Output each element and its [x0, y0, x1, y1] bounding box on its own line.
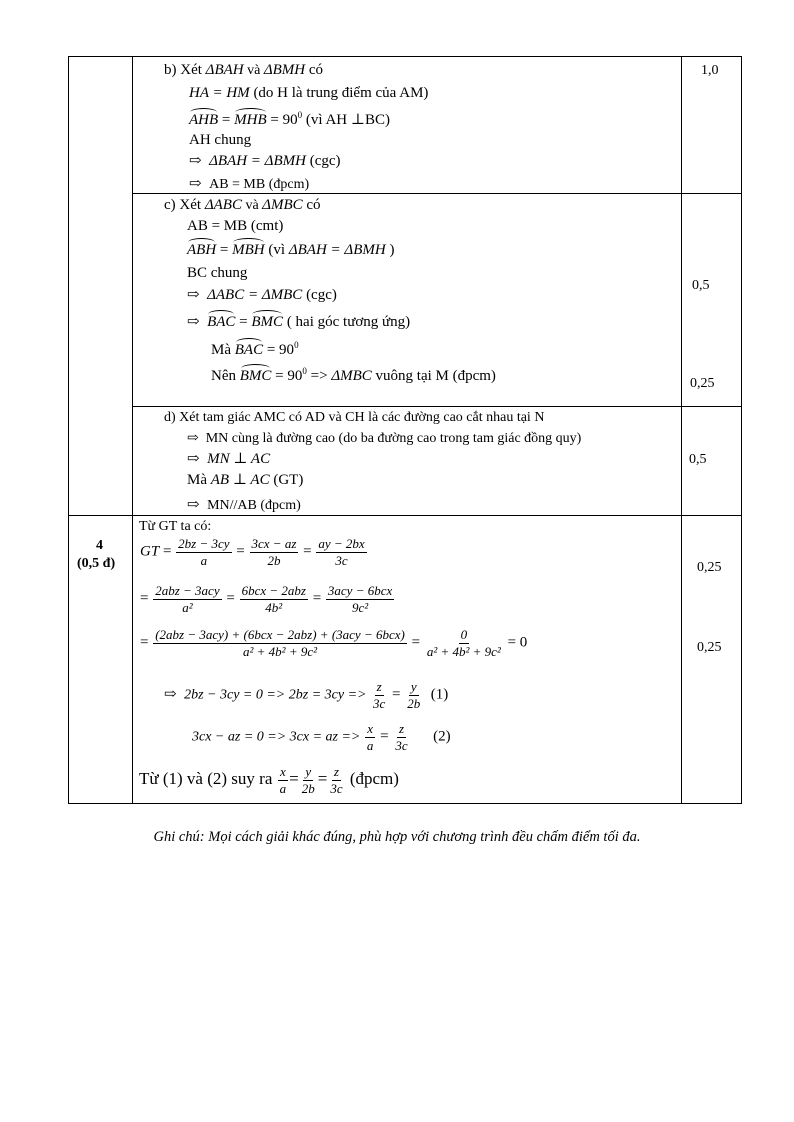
part-b-line-4: AH chung	[189, 132, 252, 148]
fraction: $\frac{y}{2b}$	[407, 679, 421, 711]
footer-note: Ghi chú: Mọi cách giải khác đúng, phù hợp với chương trình đều chấm điểm tối đa.	[153, 829, 641, 845]
table-border-right	[741, 56, 742, 804]
table-border-left	[68, 56, 69, 804]
part-d-score: 0,5	[689, 452, 707, 467]
part-c-line-6: ⇨ BAC = BMC ( hai góc tương ứng)	[187, 314, 411, 330]
part-b-line-6: ⇨ AB = MB (đpcm)	[189, 176, 310, 192]
q4-conclusion: Từ (1) và (2) suy ra $\frac{x}{a}$ = $\frac{y}{2b}$ = $\frac{z}{3c}$ (đpcm)	[139, 764, 399, 796]
fraction: $\frac{ay - 2bx}{3c}$	[318, 536, 365, 568]
q4-intro: Từ GT ta có:	[139, 519, 212, 534]
part-d-line-3: ⇨ MN ⊥ AC	[187, 451, 271, 467]
part-c-line-4: BC chung	[187, 265, 248, 281]
fraction: $\frac{z}{3c}$	[395, 721, 408, 753]
row-divider-q4	[68, 515, 742, 516]
q4-points: (0,5 đ)	[77, 556, 116, 571]
fraction: $\frac{\text{(2abz − 3acy) + (6bcx − 2abz) + (3acy − 6bcx)}}{\text{a² + 4b² + 9c²}}$	[155, 627, 405, 659]
part-c-line-2: AB = MB (cmt)	[187, 218, 284, 234]
fraction: $\frac{y}{2b}$	[301, 764, 315, 796]
row-divider-cd	[132, 406, 742, 407]
part-c-line-8: Nên BMC = $90^0 => \Delta MBC$ vuông tại M (đpcm)	[211, 366, 496, 384]
part-c-line-7: Mà BAC = $90^0$	[211, 340, 299, 358]
fraction: $\frac{\text{6bcx − 2abz}}{\text{4b²}}$	[241, 583, 306, 615]
table-border-bottom	[68, 803, 742, 804]
fraction: $\frac{x}{a}$	[366, 721, 374, 753]
part-b-line-3: AHB = MHB = $90^0$ (vì AH ⊥BC)	[189, 110, 390, 128]
table-border-top	[68, 56, 742, 57]
q4-line-expanded: = $\frac{\text{2abz − 3acy}}{\text{a²}}$ = $\frac{\text{6bcx − 2abz}}{\text{4b²}}$ = $\frac{\text{3acy − 6bcx}}{\text{9c²}}$	[140, 583, 393, 615]
q4-equation-1: ⇨ 2bz − 3cy = 0 => 2bz = 3cy => $\frac{z}{3c}$ = $\frac{y}{2b}$ (1)	[164, 679, 449, 711]
fraction: $\frac{0}{\text{a² + 4b² + 9c²}}$	[426, 627, 501, 659]
fraction: $\frac{2bz - 3cy}{a}$	[178, 536, 230, 568]
q4-line-gt: GT = $\frac{2bz - 3cy}{a}$ = $\frac{3cx - az}{2b}$ = $\frac{ay - 2bx}{3c}$	[140, 536, 365, 568]
fraction: $\frac{\text{2abz − 3acy}}{\text{a²}}$	[155, 583, 220, 615]
fraction: $\frac{x}{a}$	[279, 764, 287, 796]
fraction: $\frac{3cx - az}{2b}$	[251, 536, 297, 568]
fraction: $\frac{z}{3c}$	[330, 764, 343, 796]
part-d-line-5: ⇨ MN//AB (đpcm)	[187, 497, 301, 513]
part-d-line-2: ⇨ MN cùng là đường cao (do ba đường cao trong tam giác đồng quy)	[187, 431, 582, 446]
part-b-line-5: ⇨ ΔBAH = ΔBMH (cgc)	[189, 153, 341, 169]
fraction: $\frac{z}{3c}$	[372, 679, 386, 711]
part-b-line-2: HA = HM (do H là trung điểm của AM)	[189, 85, 429, 101]
part-b-score: 1,0	[701, 63, 719, 78]
part-c-line-3: ABH = MBH (vì ΔBAH = ΔBMH )	[187, 242, 395, 258]
row-divider-bc	[132, 193, 742, 194]
part-c-line-1: c) Xét ΔABC và ΔMBC có	[164, 197, 321, 213]
fraction: $\frac{\text{3acy − 6bcx}}{\text{9c²}}$	[327, 583, 393, 615]
part-d-line-4: Mà AB ⊥ AC (GT)	[187, 472, 304, 488]
part-c-score-1: 0,5	[692, 278, 710, 293]
q4-line-sum: = $\frac{\text{(2abz − 3acy) + (6bcx − 2abz) + (3acy − 6bcx)}}{\text{a² + 4b² + 9c²}}$ = $\frac{0}{\text{a² + 4b² + 9c²}}$ = 0	[140, 627, 528, 659]
q4-score-2: 0,25	[697, 640, 722, 655]
part-c-line-5: ⇨ ΔABC = ΔMBC (cgc)	[187, 287, 337, 303]
part-b-line-1: b) Xét ΔBAH và ΔBMH có	[164, 62, 324, 78]
q4-number: 4	[96, 538, 103, 553]
q4-score-1: 0,25	[697, 560, 722, 575]
table-col-divider-2	[681, 56, 682, 804]
part-d-line-1: d) Xét tam giác AMC có AD và CH là các đường cao cắt nhau tại N	[164, 410, 545, 425]
q4-equation-2: 3cx − az = 0 => 3cx = az => $\frac{x}{a}$ = $\frac{z}{3c}$ (2)	[192, 721, 451, 753]
part-c-score-2: 0,25	[690, 376, 715, 391]
table-col-divider-1	[132, 56, 133, 804]
